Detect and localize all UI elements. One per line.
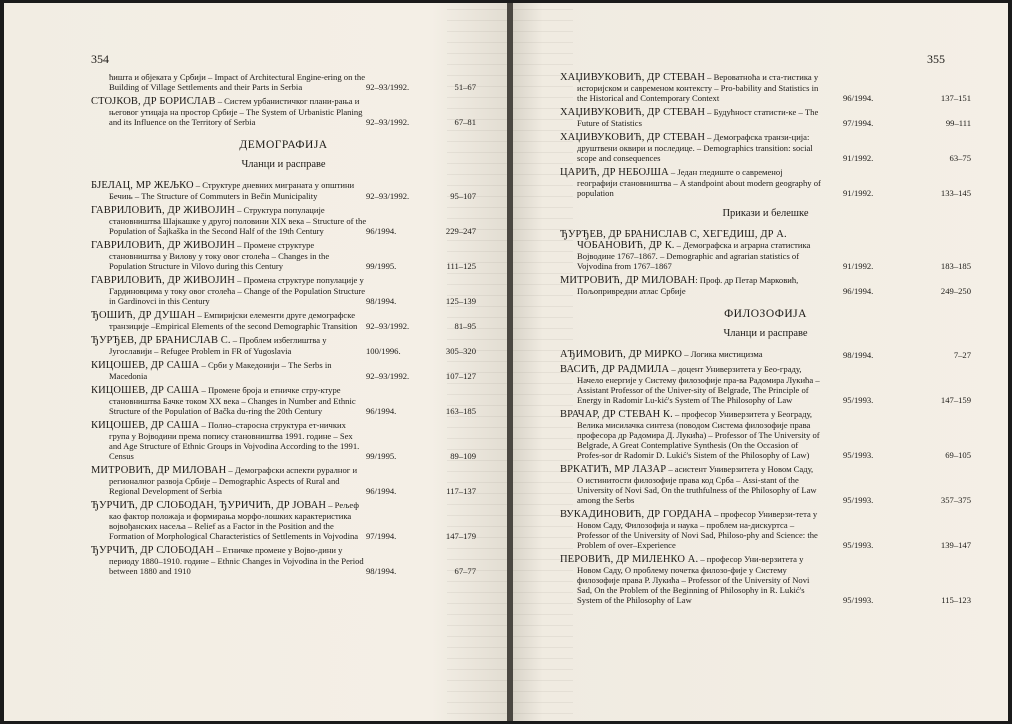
bibliography-entry bbox=[91, 545, 476, 576]
entry-title: – Полно–старосна структура ет-ничких група у Војводини према попису становништва 1991. године – Sex and Age Structure of Ethnic Groups in Vojvodina According to the 1991. Census bbox=[109, 420, 360, 461]
entry-issue-year: 97/1994. bbox=[843, 118, 874, 128]
entry-author: БЈЕЛАЦ, МР ЖЕЉКО bbox=[91, 180, 194, 191]
entry-pages: 163–185 bbox=[445, 406, 476, 416]
page-number: 354 bbox=[91, 52, 109, 66]
entry-pages: 67–81 bbox=[454, 117, 476, 127]
subsection-title: Прикази и белешке bbox=[722, 208, 809, 219]
entry-issue-year: 98/1994. bbox=[366, 566, 397, 576]
bibliography-entry bbox=[91, 310, 476, 331]
entry-pages: 51–67 bbox=[454, 82, 476, 92]
entry-list bbox=[560, 229, 971, 296]
entry-text bbox=[560, 167, 821, 198]
entry-pages: 125–139 bbox=[445, 296, 476, 306]
entry-list bbox=[560, 349, 971, 605]
entry-pages: 111–125 bbox=[446, 261, 476, 271]
entry-title: – Вероватноћа и ста-тистика у историјском и савременом контексту – Pro-bability and Statistics in the Historical and Contemporary Context bbox=[577, 72, 819, 103]
entry-issue-year: 96/1994. bbox=[366, 226, 397, 236]
entry-list bbox=[560, 72, 971, 198]
entry-title: – Будућност статисти-ке – The Future of Statistics bbox=[577, 107, 819, 128]
entry-pages: 81–95 bbox=[454, 321, 476, 331]
entry-title: – Рељеф као фактор положаја и формирања морфо-лошких карактеристика војвођанских насеља – Relief as a Factor in the Position and the Formation of Morphological Characteristics of Settlements in Vojvodina bbox=[109, 500, 359, 541]
entry-author: ЦАРИЋ, ДР НЕБОЈША bbox=[560, 167, 669, 178]
entry-title: – Срби у Македонији – The Serbs in Macedonia bbox=[109, 360, 332, 381]
entry-text bbox=[91, 420, 367, 461]
bibliography-entry bbox=[91, 96, 476, 127]
page-number: 355 bbox=[927, 52, 945, 66]
entry-author: ХАЏИВУКОВИЋ, ДР СТЕВАН bbox=[560, 72, 706, 83]
entry-pages: 67–77 bbox=[454, 566, 476, 576]
entry-pages: 229–247 bbox=[445, 226, 476, 236]
entry-text bbox=[91, 72, 367, 92]
entry-title: – професор Универзи-тета у Новом Саду, Филозофија и наука – проблем на-дискуртса – Professor of the University of Novi Sad, Philoso-phy and Science: the Problem of over–Experience bbox=[577, 509, 818, 550]
entry-text bbox=[560, 464, 821, 505]
subsection-title: Чланци и расправе bbox=[241, 159, 326, 170]
bibliography-entry bbox=[91, 72, 476, 92]
entry-author: КИЦОШЕВ, ДР САША bbox=[91, 420, 200, 431]
entry-text bbox=[91, 240, 367, 271]
entry-issue-year: 92–93/1992. bbox=[366, 191, 410, 201]
entry-title: ћишта и објеката у Србији – Impact of Architectural Engine-ering on the Building of Village Settlements and their Parts in Serbia bbox=[109, 72, 366, 92]
left-page-content bbox=[91, 72, 476, 580]
entry-text bbox=[91, 335, 367, 356]
entry-pages: 63–75 bbox=[949, 153, 971, 163]
entry-author: КИЦОШЕВ, ДР САША bbox=[91, 385, 200, 396]
entry-list bbox=[91, 72, 476, 127]
entry-issue-year: 95/1993. bbox=[843, 450, 874, 460]
entry-issue-year: 96/1994. bbox=[366, 406, 397, 416]
bibliography-entry bbox=[560, 409, 971, 460]
entry-author: ГАВРИЛОВИЋ, ДР ЖИВОЈИН bbox=[91, 275, 235, 286]
entry-text bbox=[560, 72, 821, 103]
entry-pages: 115–123 bbox=[941, 595, 971, 605]
entry-pages: 147–159 bbox=[940, 395, 971, 405]
entry-author: ХАЏИВУКОВИЋ, ДР СТЕВАН bbox=[560, 132, 706, 143]
entry-issue-year: 98/1994. bbox=[843, 350, 874, 360]
entry-issue-year: 92–93/1992. bbox=[366, 82, 410, 92]
entry-issue-year: 98/1994. bbox=[366, 296, 397, 306]
bibliography-entry bbox=[560, 464, 971, 505]
entry-issue-year: 97/1994. bbox=[366, 531, 397, 541]
bibliography-entry bbox=[560, 349, 971, 360]
entry-list bbox=[91, 180, 476, 576]
entry-author: СТОЈКОВ, ДР БОРИСЛАВ bbox=[91, 96, 216, 107]
entry-issue-year: 96/1994. bbox=[366, 486, 397, 496]
entry-title: – Емпиријски елементи друге демографске транзиције –Empirical Elements of the second Demographic Transition bbox=[109, 310, 358, 331]
entry-title: – Демографска и аграрна статистика Војводине 1767–1867. – Demographic and agrarian statistics of Vojvodina from 1767–1867 bbox=[577, 240, 811, 271]
section-title: ДЕМОГРАФИЈА bbox=[239, 139, 328, 151]
entry-title: – Логика мистицизма bbox=[682, 349, 763, 359]
entry-title: – Етничке промене у Војво-дини у периоду 1880–1910. године – Ethnic Changes in Vojvodina in the Period between 1880 and 1910 bbox=[109, 545, 364, 576]
entry-issue-year: 99/1995. bbox=[366, 451, 397, 461]
entry-author: ВАСИЋ, ДР РАДМИЛА bbox=[560, 364, 670, 375]
entry-author: ЂУРЧИЋ, ДР СЛОБОДАН, ЂУРИЧИЋ, ДР ЈОВАН bbox=[91, 500, 327, 511]
bibliography-entry bbox=[91, 385, 476, 416]
entry-text bbox=[91, 385, 367, 416]
entry-issue-year: 95/1993. bbox=[843, 540, 874, 550]
entry-issue-year: 92–93/1992. bbox=[366, 321, 410, 331]
entry-pages: 107–127 bbox=[445, 371, 476, 381]
entry-text bbox=[560, 349, 821, 360]
entry-pages: 249–250 bbox=[940, 286, 971, 296]
entry-text bbox=[560, 509, 821, 550]
entry-title: – асистент Универзитета у Новом Саду, О истинитости филозофије права код Срба – Assi-stant of the University of Novi Sad, On the truthfulness of the Philosophy of Law among the Serbs bbox=[577, 464, 817, 505]
entry-issue-year: 92–93/1992. bbox=[366, 117, 410, 127]
bibliography-entry bbox=[91, 420, 476, 461]
entry-title: – Проблем избеглиштва у Југославији – Refugee Problem in FR of Yugoslavia bbox=[109, 335, 327, 356]
entry-title: – Промена структуре популације у Гардиновцима у току овог столећа – Change of the Population Structure in Gardinovci in this Century bbox=[109, 275, 366, 306]
entry-text bbox=[91, 96, 367, 127]
entry-author: ГАВРИЛОВИЋ, ДР ЖИВОЈИН bbox=[91, 240, 235, 251]
entry-author: ЂУРЧИЋ, ДР СЛОБОДАН bbox=[91, 545, 214, 556]
entry-author: МИТРОВИЋ, ДР МИЛОВАН bbox=[91, 465, 227, 476]
entry-pages: 7–27 bbox=[953, 350, 971, 360]
entry-author: ЂУРЂЕВ, ДР БРАНИСЛАВ С, ХЕГЕДИШ, ДР А. ЧОБАНОВИЋ, ДР К. bbox=[560, 229, 787, 251]
bibliography-entry bbox=[91, 180, 476, 201]
entry-text bbox=[91, 500, 367, 541]
entry-text bbox=[91, 180, 367, 201]
section-title: ФИЛОЗОФИЈА bbox=[724, 308, 807, 320]
entry-author: АЂИМОВИЋ, ДР МИРКО bbox=[560, 349, 683, 360]
left-page bbox=[4, 3, 507, 721]
bibliography-entry bbox=[560, 275, 971, 296]
entry-title: – Један гледиште о савременој географији становништва – A standpoint about modern geography of population bbox=[577, 167, 821, 198]
entry-issue-year: 100/1996. bbox=[366, 346, 401, 356]
bibliography-entry bbox=[560, 364, 971, 405]
entry-pages: 183–185 bbox=[940, 261, 971, 271]
bibliography-entry bbox=[91, 335, 476, 356]
entry-pages: 147–179 bbox=[445, 531, 476, 541]
entry-author: ЂОШИЋ, ДР ДУШАН bbox=[91, 310, 196, 321]
entry-title: – професор Универзитета у Београду, Велика мисилачка синтеза (поводом Система филозофије права професора др Радомира Д. Лукића) – Professor of The University of Belgrade, A Great Contemplative Synthesis (On the Occasion of Profes-sor dr Radomir D. Lukić's Sistem of the Philosophy of Law) bbox=[577, 409, 820, 460]
entry-author: КИЦОШЕВ, ДР САША bbox=[91, 360, 200, 371]
entry-text bbox=[91, 545, 367, 576]
entry-issue-year: 91/1992. bbox=[843, 153, 874, 163]
entry-author: ВРКАТИЋ, МР ЛАЗАР bbox=[560, 464, 667, 475]
entry-author: ГАВРИЛОВИЋ, ДР ЖИВОЈИН bbox=[91, 205, 235, 216]
entry-text bbox=[91, 360, 367, 381]
entry-text bbox=[91, 205, 367, 236]
bibliography-entry bbox=[560, 107, 971, 128]
bibliography-entry bbox=[91, 360, 476, 381]
entry-pages: 99–111 bbox=[945, 118, 971, 128]
entry-pages: 305–320 bbox=[445, 346, 476, 356]
entry-text bbox=[560, 554, 821, 605]
entry-text bbox=[560, 409, 821, 460]
entry-text bbox=[91, 310, 367, 331]
bibliography-entry bbox=[560, 229, 971, 271]
entry-issue-year: 95/1993. bbox=[843, 395, 874, 405]
entry-author: ВРАЧАР, ДР СТЕВАН К. bbox=[560, 409, 673, 420]
entry-issue-year: 92–93/1992. bbox=[366, 371, 410, 381]
entry-author: МИТРОВИЋ, ДР МИЛОВАН bbox=[560, 275, 696, 286]
book-spread bbox=[4, 3, 1008, 721]
entry-pages: 117–137 bbox=[446, 486, 476, 496]
entry-title: : Проф. др Петар Марковић, Пољопривредни атлас Србије bbox=[577, 275, 799, 296]
entry-text bbox=[560, 364, 821, 405]
entry-pages: 95–107 bbox=[450, 191, 476, 201]
bibliography-entry bbox=[560, 167, 971, 198]
entry-pages: 137–151 bbox=[940, 93, 971, 103]
entry-pages: 133–145 bbox=[940, 188, 971, 198]
subsection-title: Чланци и расправе bbox=[723, 328, 808, 339]
entry-title: – Промене структуре становништва у Вилову у току овог столећа – Changes in the Population Structure in Vilovo during this Century bbox=[109, 240, 330, 271]
bibliography-entry bbox=[91, 240, 476, 271]
bibliography-entry bbox=[91, 275, 476, 306]
entry-title: – Систем урбанистичког плани-рања и његовог утицаја на простор Србије – The System of Urbanistic Planing and its Influence on the Territory of Serbia bbox=[109, 96, 363, 127]
entry-pages: 357–375 bbox=[940, 495, 971, 505]
right-page-content bbox=[560, 72, 971, 609]
entry-issue-year: 95/1993. bbox=[843, 495, 874, 505]
bibliography-entry bbox=[560, 509, 971, 550]
entry-text bbox=[560, 275, 821, 296]
entry-text bbox=[91, 275, 367, 306]
entry-title: – Структура популације становништва Шајкашке у другој половини XIX века – Structure of the Population of Šajkaška in the Second Half of the 19th Century bbox=[109, 205, 367, 236]
entry-title: – Демографски аспекти руралног и регионалног развоја Србије – Demographic Aspects of Rural and Regional Development of Serbia bbox=[109, 465, 358, 496]
entry-pages: 69–105 bbox=[945, 450, 971, 460]
entry-pages: 89–109 bbox=[450, 451, 476, 461]
entry-issue-year: 95/1993. bbox=[843, 595, 874, 605]
entry-title: – доцент Универзитета у Бео-граду, Начело енергије у Систему филозофије пра-ва Радомира Лукића – Assistant Professor of the Univer-sity of Belgrade, The Principle of Energy in Radomir Lu-kić's System of The Philosophy of Law bbox=[577, 364, 820, 405]
entry-issue-year: 96/1994. bbox=[843, 93, 874, 103]
bibliography-entry bbox=[560, 554, 971, 605]
entry-author: ВУКАДИНОВИЋ, ДР ГОРДАНА bbox=[560, 509, 712, 520]
entry-text bbox=[560, 229, 821, 271]
entry-author: ХАЏИВУКОВИЋ, ДР СТЕВАН bbox=[560, 107, 706, 118]
entry-issue-year: 91/1992. bbox=[843, 188, 874, 198]
entry-title: – професор Уни-верзитета у Новом Саду, О проблему почетка филозо-фије у Систему филозофије права Р. Лукића – Professor of the University of Novi Sad, On the Problem of the Beginning of Philosophy in R. Lukić's System of the Philosophy of Law bbox=[577, 554, 810, 605]
entry-issue-year: 96/1994. bbox=[843, 286, 874, 296]
bibliography-entry bbox=[91, 465, 476, 496]
entry-author: ЂУРЂЕВ, ДР БРАНИСЛАВ С. bbox=[91, 335, 231, 346]
entry-title: – Демографска транзи-ција: друштвени оквири и последице. – Demographics transition: social scope and consequences bbox=[577, 132, 813, 163]
entry-text bbox=[560, 132, 821, 163]
bibliography-entry bbox=[560, 132, 971, 163]
entry-title: – Промене броја и етничке стру-ктуре становништва Бачке током XX века – Changes in Number and Ethnic Structure of the Population of Bačka du-ring the 20th Century bbox=[109, 385, 356, 416]
entry-pages: 139–147 bbox=[940, 540, 971, 550]
entry-author: ПЕРОВИЋ, ДР МИЛЕНКО А. bbox=[560, 554, 699, 565]
entry-text bbox=[91, 465, 367, 496]
bibliography-entry bbox=[91, 500, 476, 541]
bibliography-entry bbox=[91, 205, 476, 236]
entry-text bbox=[560, 107, 821, 128]
right-page bbox=[513, 3, 1008, 721]
entry-title: – Структуре дневних миграната у општини Бечињ – The Structure of Commuters in Bečin Municipality bbox=[109, 180, 355, 201]
entry-issue-year: 99/1995. bbox=[366, 261, 397, 271]
entry-issue-year: 91/1992. bbox=[843, 261, 874, 271]
bibliography-entry bbox=[560, 72, 971, 103]
